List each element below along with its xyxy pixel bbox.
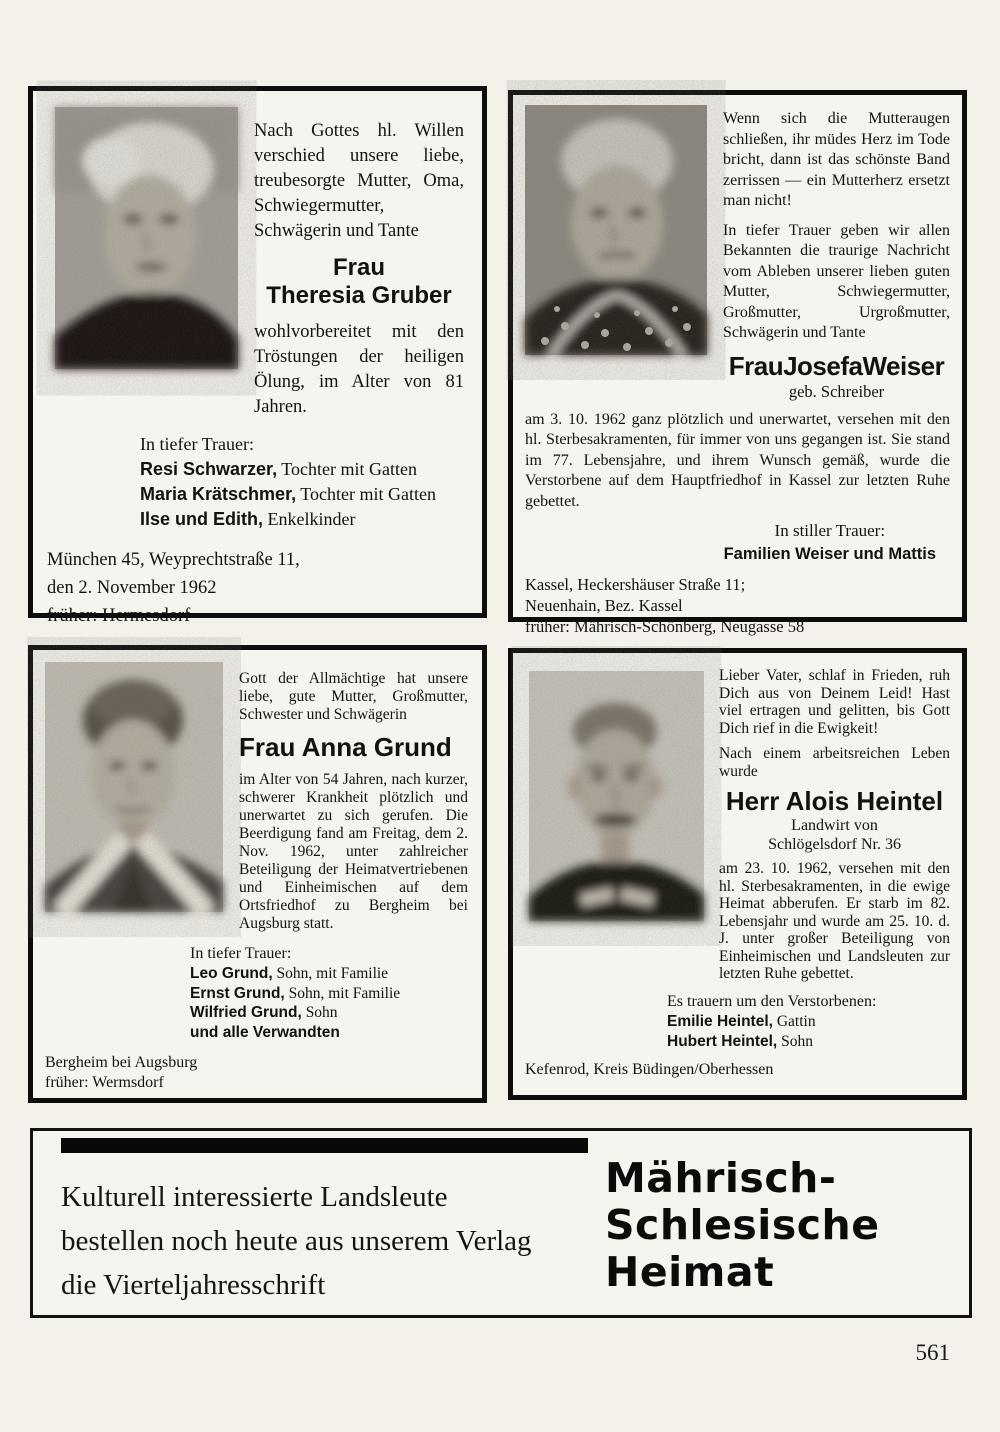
mourner-line: Resi Schwarzer, Tochter mit Gatten — [140, 459, 417, 479]
obituary-anna-grund — [28, 645, 487, 1103]
obituary-notice: In tiefer Trauer geben wir allen Bekannten die traurige Nachricht vom Ableben unserer lieben guten Mutter, Schwiegermutter, Großmutter, Urgroßmutter, Schwägerin und Tante — [723, 221, 950, 341]
mourner-line: Emilie Heintel, Gattin — [667, 1012, 816, 1030]
obituary-details: im Alter von 54 Jahren, nach kurzer, schwerer Krankheit plötzlich und unerwartet zu sich gerufen. Die Beerdigung fand am Freitag, dem 2. Nov. 1962, unter zahlreicher Beteiligung der Heimatvertriebenen und Einheimischen auf dem Ortsfriedhof zu Bergheim bei Augsburg statt. — [239, 771, 468, 932]
address-block — [525, 1060, 950, 1080]
mourner-line: Ilse und Edith, Enkelkinder — [140, 509, 356, 529]
halftone-portrait — [55, 107, 238, 369]
obituary-details: wohlvorbereitet mit den Tröstungen der heiligen Ölung, im Alter von 81 Jahren. — [254, 322, 464, 417]
portrait-photo-anna-grund — [45, 662, 223, 912]
obituary-text-column — [723, 105, 950, 403]
portrait-photo-theresia-gruber — [55, 107, 238, 369]
address-line: Kassel, Heckershäuser Straße 11; — [525, 575, 746, 594]
ad-title-line: Mährisch- — [605, 1154, 837, 1202]
address-line: Neuenhain, Bez. Kassel — [525, 596, 683, 615]
obituary-top-row — [45, 662, 468, 933]
halftone-portrait — [529, 671, 704, 921]
mourners-block — [190, 943, 468, 1042]
mourner-line: Leo Grund, Sohn, mit Familie — [190, 965, 389, 982]
deceased-name-line: Theresia Gruber — [266, 282, 452, 309]
obituary-intro: Nach Gottes hl. Willen verschied unsere liebe, treubesorgte Mutter, Oma, Schwiegermutter, Schwägerin und Tante — [254, 121, 464, 241]
obituary-intro: Gott der Allmächtige hat unsere liebe, gute Mutter, Großmutter, Schwester und Schwägerin — [239, 670, 468, 723]
portrait-photo-josefa-weiser — [525, 105, 707, 355]
mourning-label: In tiefer Trauer: — [140, 434, 254, 454]
obituary-details: am 3. 10. 1962 ganz plötzlich und unerwartet, versehen mit den hl. Sterbesakramenten, für immer von uns gegangen ist. Sie stand im 77. Lebensjahre, und ihrem Wunsch gemäß, wurde die Verstorbene auf dem Hauptfriedhof in Kassel zur letzten Ruhe gebettet. — [525, 410, 950, 510]
obituary-lead: Nach einem arbeitsreichen Leben wurde — [719, 745, 950, 780]
mourners-block — [667, 991, 950, 1052]
deceased-name-line: Frau — [332, 254, 385, 281]
deceased-title-line: Schlögelsdorf Nr. 36 — [768, 836, 901, 853]
mourner-line: und alle Verwandten — [190, 1023, 340, 1041]
address-line: früher: Hermesdorf — [47, 606, 191, 626]
ad-text-line: bestellen noch heute aus unserem Verlag — [61, 1225, 532, 1257]
ad-body-text — [61, 1175, 606, 1307]
ad-top-bar — [61, 1138, 588, 1153]
obituary-poem: Wenn sich die Mutteraugen schließen, ihr müdes Herz im Tode bricht, dann ist das schönste Band zerrissen — ein Mutterherz ersetzt man nicht! — [723, 110, 950, 209]
obituary-josefa-weiser — [508, 90, 967, 636]
portrait-photo-alois-heintel — [529, 671, 704, 921]
address-block — [45, 1053, 468, 1093]
mourner-line: Maria Krätschmer, Tochter mit Gatten — [140, 484, 436, 504]
mourning-label: In tiefer Trauer: — [190, 945, 292, 962]
ad-title-line: Heimat — [605, 1248, 775, 1296]
mourning-label: Es trauern um den Verstorbenen: — [667, 992, 877, 1010]
ad-text-line: Kulturell interessierte Landsleute — [61, 1181, 448, 1213]
obituary-top-row — [55, 107, 464, 420]
ad-text-line: die Vierteljahresschrift — [61, 1269, 326, 1301]
mourning-label: In stiller Trauer: — [774, 521, 886, 540]
page-number: 561 — [915, 1340, 950, 1365]
mourner-line: Ernst Grund, Sohn, mit Familie — [190, 984, 401, 1002]
obituary-flow — [525, 667, 950, 983]
mourners-block — [724, 520, 936, 566]
maiden-name: geb. Schreiber — [788, 381, 885, 401]
address-line: früher: Wermsdorf — [45, 1074, 164, 1091]
deceased-name: Frau Anna Grund — [239, 732, 452, 762]
address-line: München 45, Weyprechtstraße 11, — [47, 550, 300, 570]
obituary-theresia-gruber — [28, 86, 487, 626]
deceased-name: Herr Alois Heintel — [725, 786, 944, 816]
deceased-title-line: Landwirt von — [791, 817, 878, 834]
mourner-line: Familien Weiser und Mattis — [723, 545, 936, 563]
address-line: früher: Mährisch-Schönberg, Neugasse 58 — [525, 617, 805, 636]
obituary-details: am 23. 10. 1962, versehen mit den hl. Sterbesakramenten, in die ewige Heimat abberufen. Er starb im 82. Lebensjahr und wurde am 25. 10. d. J. unter großer Beteiligung von Einheimischen und Landsleuten zur letzten Ruhe gebettet. — [719, 860, 950, 982]
deceased-name — [254, 254, 464, 310]
obituary-text-column — [239, 670, 468, 933]
address-line: den 2. November 1962 — [47, 578, 217, 598]
mourner-line: Hubert Heintel, Sohn — [667, 1032, 813, 1050]
obituary-poem: Lieber Vater, schlaf in Frieden, ruh Dich aus von Deinem Leid! Hast viel ertragen und gelitten, bis Gott Dich rief in die Ewigkeit! — [719, 667, 950, 737]
address-line: Bergheim bei Augsburg — [45, 1054, 198, 1071]
obituary-alois-heintel — [508, 648, 967, 1100]
ad-title — [605, 1155, 965, 1296]
mourners-block — [140, 432, 464, 532]
mourner-line: Wilfried Grund, Sohn — [190, 1004, 338, 1021]
deceased-name: FrauJosefaWeiser — [728, 350, 945, 381]
halftone-portrait — [45, 662, 223, 912]
address-block — [47, 546, 464, 630]
halftone-portrait — [525, 105, 707, 355]
obituary-top-row — [525, 105, 950, 403]
obituary-text-column — [254, 119, 464, 420]
ad-maehrisch-schlesische-heimat — [30, 1128, 972, 1318]
ad-title-line: Schlesische — [605, 1201, 880, 1249]
address-block — [525, 574, 950, 637]
address-line: Kefenrod, Kreis Büdingen/Oberhessen — [525, 1060, 774, 1078]
